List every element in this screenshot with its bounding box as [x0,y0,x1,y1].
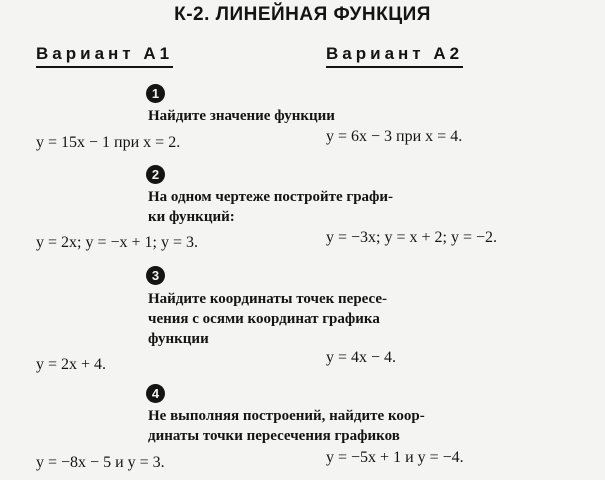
task-line: Не выполняя построений, найдите коор- [148,408,425,424]
task-line: Найдите координаты точек пересе- [148,291,387,307]
task-4-variant-a2-expression: y = −5x + 1 и y = −4. [326,449,464,466]
page-title: К-2. ЛИНЕЙНАЯ ФУНКЦИЯ [174,4,431,25]
task-line: На одном чертеже постройте графи- [148,189,394,205]
task-3-variant-a1-expression: y = 2x + 4. [36,356,107,373]
task-1-text [148,106,335,126]
variant-a2-heading: Вариант А2 [326,44,463,68]
task-1-number-badge: 1 [146,84,165,103]
task-line: ки функций: [148,209,235,225]
task-3-variant-a2-expression: y = 4x − 4. [326,349,397,366]
task-line: Найдите значение функции [148,108,335,124]
variant-a1-heading: Вариант А1 [36,44,173,68]
task-3-number-badge: 3 [146,266,165,285]
task-2-text [148,187,393,227]
task-line: функции [148,331,209,347]
task-4-number-badge: 4 [146,384,165,403]
task-3-text [148,289,387,349]
task-4-variant-a1-expression: y = −8x − 5 и y = 3. [36,454,165,471]
task-1-variant-a2-expression: y = 6x − 3 при x = 4. [326,128,463,145]
task-2-number-badge: 2 [146,165,165,184]
task-2-variant-a1-expression: y = 2x; y = −x + 1; y = 3. [36,234,199,251]
task-2-variant-a2-expression: y = −3x; y = x + 2; y = −2. [326,229,498,246]
task-1-variant-a1-expression: y = 15x − 1 при x = 2. [36,134,181,151]
task-line: динаты точки пересечения графиков [148,428,400,444]
task-4-text [148,406,425,446]
task-line: чения с осями координат графика [148,311,380,327]
